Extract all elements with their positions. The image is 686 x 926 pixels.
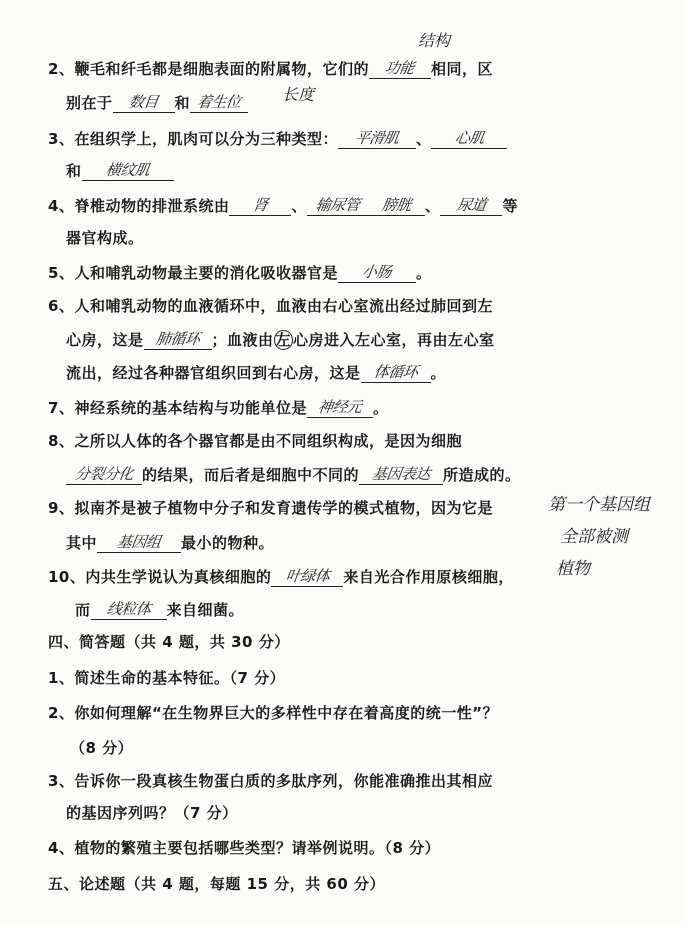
question-6-line-3: 流出，经过各种器官组织回到右心房，这是 体循环 。 (66, 363, 447, 382)
question-9-line-1: 9、拟南芥是被子植物中分子和发育遗传学的模式植物，因为它是 (48, 499, 493, 517)
question-6-line-2: 心房，这是 肺循环 ；血液由 左 心房进入左心室，再由左心室 (66, 330, 495, 349)
question-2-line-2: 别在于 数目 和 着生位 (66, 92, 248, 113)
answer-blank: 心肌 (431, 128, 507, 149)
question-10-line-1: 10、内共生学说认为真核细胞的 叶绿体 来自光合作用原核细胞， (48, 567, 514, 586)
section-4-item-2-score: （8 分） (70, 739, 134, 757)
question-4-line-1: 4、脊椎动物的排泄系统由 肾 、 输尿管 膀胱 、 尿道 等 (48, 196, 518, 215)
answer-blank: 分裂分化 (66, 464, 142, 485)
section-4-item-3: 3、告诉你一段真核生物蛋白质的多肽序列，你能准确推出其相应 (48, 772, 493, 790)
handwritten-side-note-line-1: 第一个基因组 (548, 495, 650, 515)
question-5-line: 5、人和哺乳动物最主要的消化吸收器官是 小肠 。 (48, 263, 432, 282)
answer-blank: 着生位 (190, 92, 248, 113)
answer-blank: 肺循环 (144, 329, 212, 350)
question-8-line-2: 分裂分化 的结果，而后者是细胞中不同的 基因表达 所造成的。 (66, 464, 521, 485)
answer-blank: 叶绿体 (271, 566, 343, 587)
answer-blank: 横纹肌 (82, 160, 174, 181)
question-6-line-1: 6、人和哺乳动物的血液循环中，血液由右心室流出经过肺回到左 (48, 297, 493, 315)
question-4-line-2: 器官构成。 (66, 229, 144, 247)
question-3-line-1: 3、在组织学上，肌肉可以分为三种类型： 平滑肌 、 心肌 (48, 128, 507, 149)
handwritten-note-length: 长度 (282, 85, 315, 104)
answer-blank: 线粒体 (91, 599, 167, 620)
section-4-item-3-cont: 的基因序列吗？（7 分） (66, 804, 238, 822)
section-4-item-2: 2、你如何理解“在生物界巨大的多样性中存在着高度的统一性”？ (48, 704, 499, 722)
question-7-line: 7、神经系统的基本结构与功能单位是 神经元 。 (48, 398, 389, 417)
circled-character: 左 (275, 331, 292, 349)
question-3-line-2: 和 横纹肌 (66, 160, 174, 181)
section-4-title: 四、简答题（共 4 题，共 30 分） (48, 633, 290, 651)
section-5-title: 五、论述题（共 4 题，每题 15 分，共 60 分） (48, 875, 386, 893)
section-4-item-4: 4、植物的繁殖主要包括哪些类型？请举例说明。（8 分） (48, 839, 441, 857)
section-4-item-1: 1、简述生命的基本特征。（7 分） (48, 669, 286, 687)
handwritten-side-note-line-2: 全部被测 (560, 527, 628, 547)
answer-blank: 膀胱 (369, 195, 425, 216)
answer-blank: 基因表达 (359, 464, 443, 485)
question-8-line-1: 8、之所以人体的各个器官都是由不同组织构成，是因为细胞 (48, 432, 462, 450)
answer-blank: 数目 (113, 92, 175, 113)
answer-blank: 平滑肌 (338, 128, 416, 149)
answer-blank: 功能 (369, 58, 431, 79)
answer-blank: 小肠 (338, 262, 416, 283)
answer-blank: 肾 (229, 195, 291, 216)
handwritten-side-note-line-3: 植物 (556, 559, 590, 579)
question-10-line-2: 而 线粒体 来自细菌。 (75, 600, 245, 619)
question-9-line-2: 其中 基因组 最小的物种。 (66, 533, 275, 552)
question-2-line-1: 2、鞭毛和纤毛都是细胞表面的附属物，它们的 功能 相同，区 (48, 59, 493, 78)
answer-blank: 尿道 (440, 195, 502, 216)
answer-blank: 神经元 (307, 397, 373, 418)
answer-blank: 基因组 (97, 532, 181, 553)
answer-blank: 体循环 (361, 362, 431, 383)
answer-blank: 输尿管 (307, 195, 369, 216)
handwritten-note-structure: 结构 (418, 31, 451, 50)
